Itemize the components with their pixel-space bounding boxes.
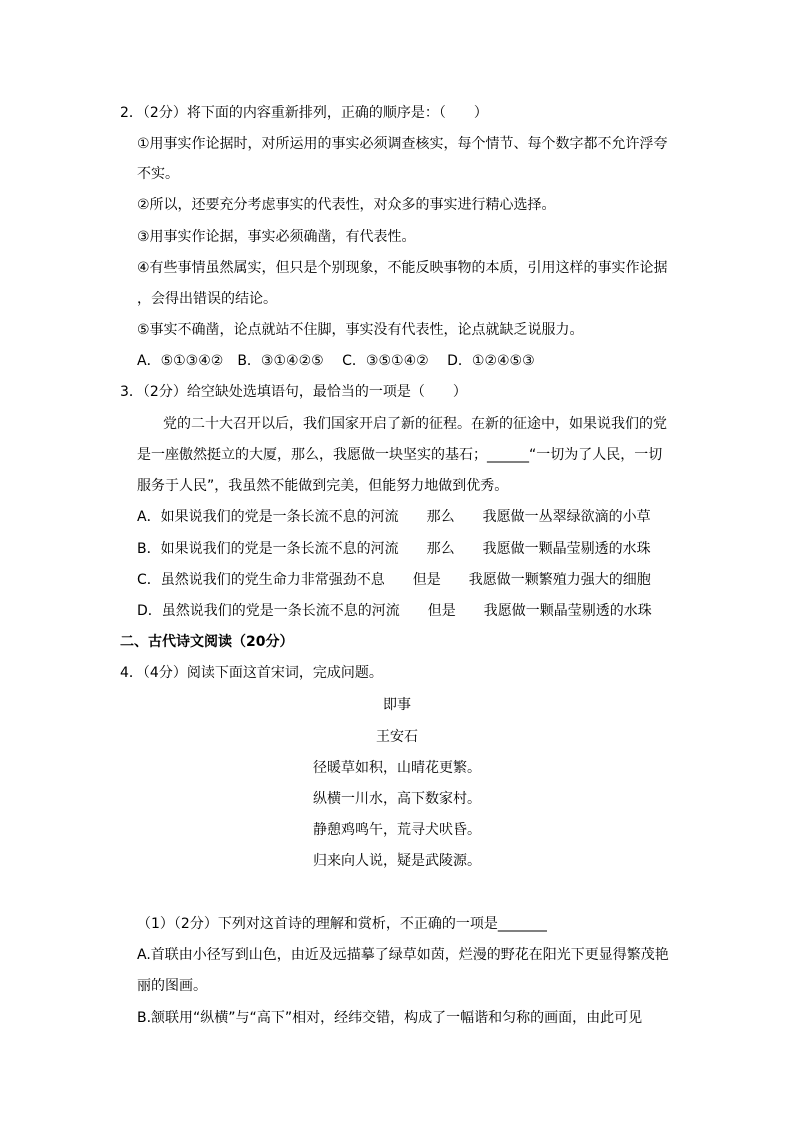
q2-item1-line2: 不实。 [137,166,179,182]
q4-sub1-option-a-line1: A.首联由小径写到山色，由近及远描摹了绿草如茵，烂漫的野花在阳光下更显得繁茂艳 [137,947,669,963]
q2-item1-line1: ①用事实作论据时，对所运用的事实必须调查核实，每个情节、每个数字都不允许浮夸 [137,136,668,152]
q3-stem: 3．（2分）给空缺处选填语句，最恰当的一项是（ ） [120,384,467,400]
q2-item3: ③用事实作论据，事实必须确凿，有代表性。 [137,229,416,245]
q4-stem: 4．（4分）阅读下面这首宋词，完成问题。 [120,665,383,681]
q3-option-a: A．如果说我们的党是一条长流不息的河流 那么 我愿做一丛翠绿欲滴的小草 [137,509,651,525]
q3-option-b: B．如果说我们的党是一条长流不息的河流 那么 我愿做一颗晶莹剔透的水珠 [137,541,651,557]
q4-sub1-stem: （1）（2分）下列对这首诗的理解和赏析，不正确的一项是_______ [137,916,547,932]
q2-stem: 2．（2分）将下面的内容重新排列，正确的顺序是：（ ） [120,105,488,121]
section-heading: 二、古代诗文阅读（20分） [120,634,294,650]
poem-line-2: 纵横一川水，高下数家村。 [313,791,481,807]
q2-item4-line2: ，会得出错误的结论。 [137,291,277,307]
q4-sub1-option-a-line2: 丽的图画。 [137,978,207,994]
q3-paragraph-line3: 服务于人民”，我虽然不能做到完美，但能努力地做到优秀。 [137,478,509,494]
q3-paragraph-line1: 党的二十大召开以后，我们国家开启了新的征程。在新的征途中，如果说我们的党 [163,416,667,432]
q4-sub1-option-b-line1: B.颔联用“纵横”与“高下”相对，经纬交错，构成了一幅谐和匀称的画面，由此可见 [137,1010,643,1026]
q2-options: A．⑤①③④② B．③①④②⑤ C．③⑤①④② D．①②④⑤③ [137,353,535,369]
poem-author: 王安石 [376,729,418,745]
q2-item2: ②所以，还要充分考虑事实的代表性，对众多的事实进行精心选择。 [137,197,556,213]
poem-line-1: 径暖草如积，山晴花更繁。 [313,760,481,776]
poem-line-3: 静憩鸡鸣午，荒寻犬吠昏。 [313,822,481,838]
q3-option-c: C．虽然说我们的党生命力非常强劲不息 但是 我愿做一颗繁殖力强大的细胞 [137,572,651,588]
poem-line-4: 归来向人说，疑是武陵源。 [313,853,481,869]
q3-option-d: D．虽然说我们的党是一条长流不息的河流 但是 我愿做一颗晶莹剔透的水珠 [137,603,652,619]
poem-title: 即事 [383,697,411,713]
q3-paragraph-line2: 是一座傲然挺立的大厦，那么，我愿做一块坚实的基石；______“一切为了人民，一切 [137,447,663,463]
q2-item5: ⑤事实不确凿，论点就站不住脚，事实没有代表性，论点就缺乏说服力。 [137,322,584,338]
q2-item4-line1: ④有些事情虽然属实，但只是个别现象，不能反映事物的本质，引用这样的事实作论据 [137,260,668,276]
